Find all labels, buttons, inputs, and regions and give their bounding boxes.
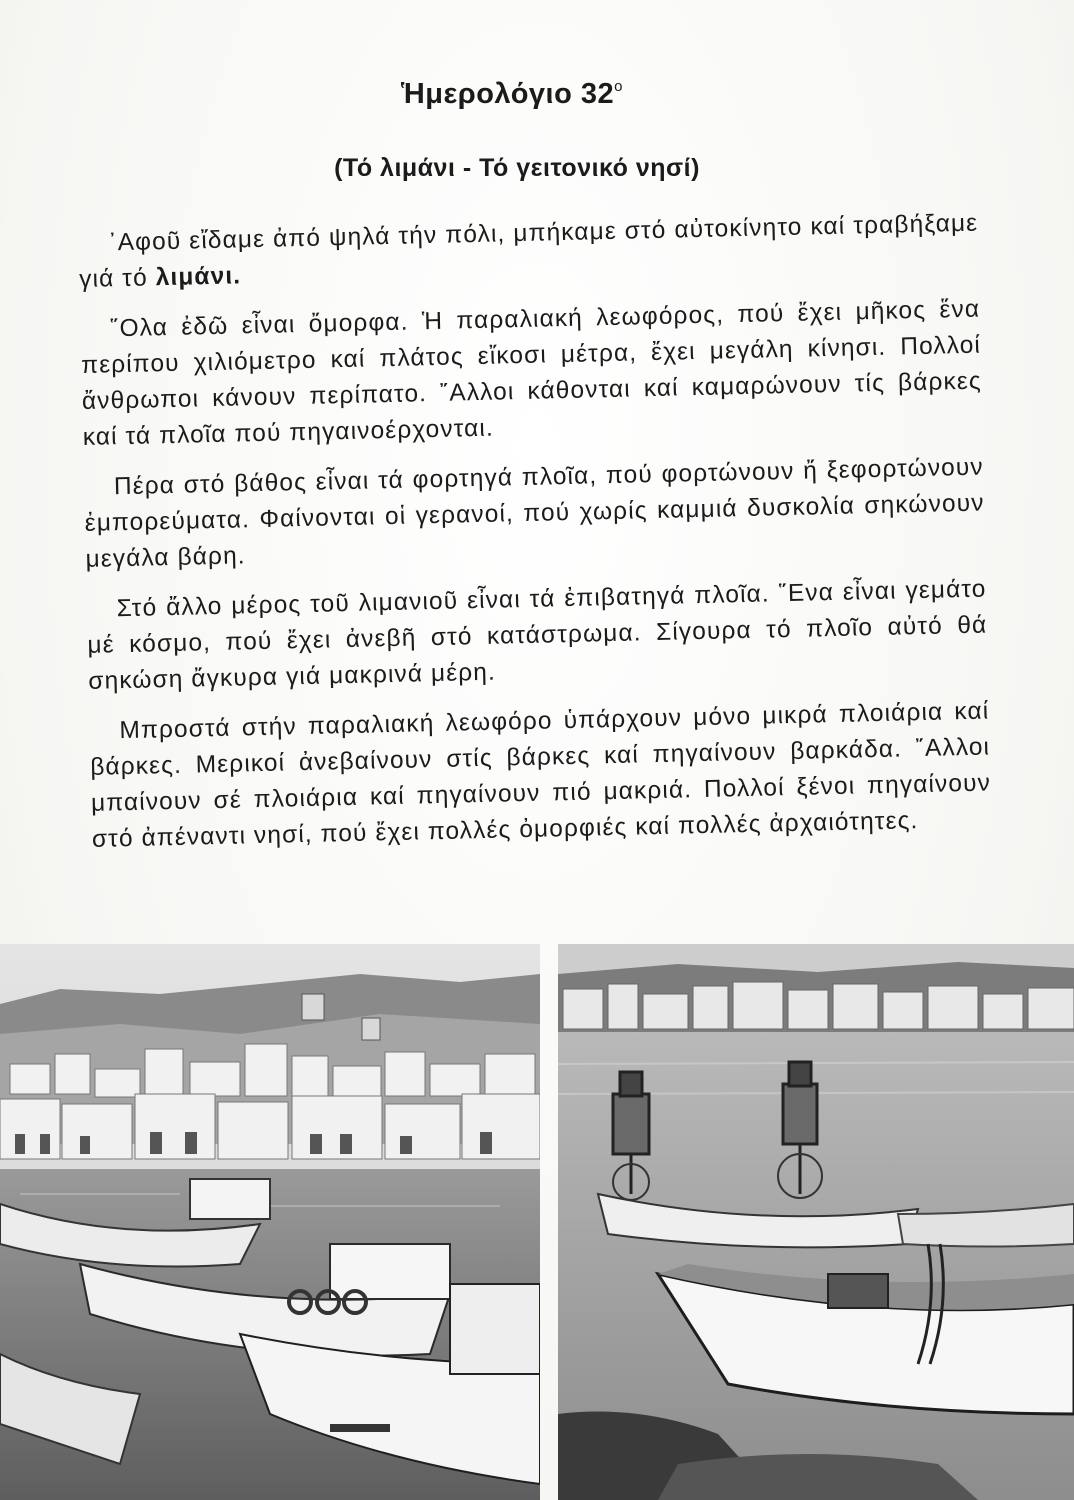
page-title (0, 78, 1049, 111)
paragraph-5: Μπροστά στήν παραλιακή λεωφόρο ὑπάρχουν μόνο μικρά πλοιάρια καί βάρκες. Μερικοί ἀνεβαίνουν στίς βάρκες καί πηγαίνουν βαρκάδα. ῎Αλλοι μπαίνουν σέ πλοιάρια καί πηγαίνουν πιό μακριά. Πολλοί ξένοι πηγαίνουν στό ἀπέναντι νησί, πού ἔχει πολλές ὀμορφιές καί πολλές ἀρχαιότητες. (89, 697, 992, 853)
boats-lanterns-photo (558, 944, 1074, 1500)
harbor-town-illustration (0, 944, 540, 1500)
harbor-town-photo (0, 944, 540, 1500)
paragraph-1 (78, 206, 979, 298)
paragraph-3: Πέρα στό βάθος εἶναι τά φορτηγά πλοῖα, πού φορτώνουν ἤ ξεφορτώνουν ἐμπορεύματα. Φαίνονται οἱ γερανοί, πού χωρίς καμμιά δυσκολία σηκώνουν μεγάλα βάρη. (84, 453, 985, 573)
page-title-superscript: ο (614, 78, 623, 95)
paragraph-4: Στό ἄλλο μέρος τοῦ λιμανιοῦ εἶναι τά ἐπιβατηγά πλοῖα. ῞Ενα εἶναι γεμάτο μέ κόσμο, πού ἔχει ἀνεβῆ στό κατάστρωμα. Σίγουρα τό πλοῖο αὐτό θά σηκώση ἄγκυρα γιά μακρινά μέρη. (87, 575, 988, 695)
paragraph-1-emphasis: λιμάνι. (155, 262, 242, 292)
page-subtitle: (Τό λιμάνι - Τό γειτονικό νησί) (334, 154, 700, 182)
paragraph-1-text: ᾿Αφοῦ εἴδαμε ἀπό ψηλά τήν πόλι, μπήκαμε στό αὐτοκίνητο καί τραβήξαμε γιά τό (78, 209, 979, 293)
boats-lanterns-illustration (558, 944, 1074, 1500)
page-title-text: Ἡμερολόγιο 32 (401, 78, 615, 110)
paragraph-2: ῞Ολα ἐδῶ εἶναι ὄμορφα. Ἡ παραλιακή λεωφόρος, πού ἔχει μῆκος ἕνα περίπου χιλιόμετρο καί πλάτος εἴκοσι μέτρα, ἔχει μεγάλη κίνησι. Πολλοί ἄνθρωποι κάνουν περίπατο. ῎Αλλοι κάθονται καί καμαρώνουν τίς βάρκες καί τά πλοῖα πού πηγαινοέρχονται. (80, 295, 983, 451)
body-text (78, 206, 992, 872)
